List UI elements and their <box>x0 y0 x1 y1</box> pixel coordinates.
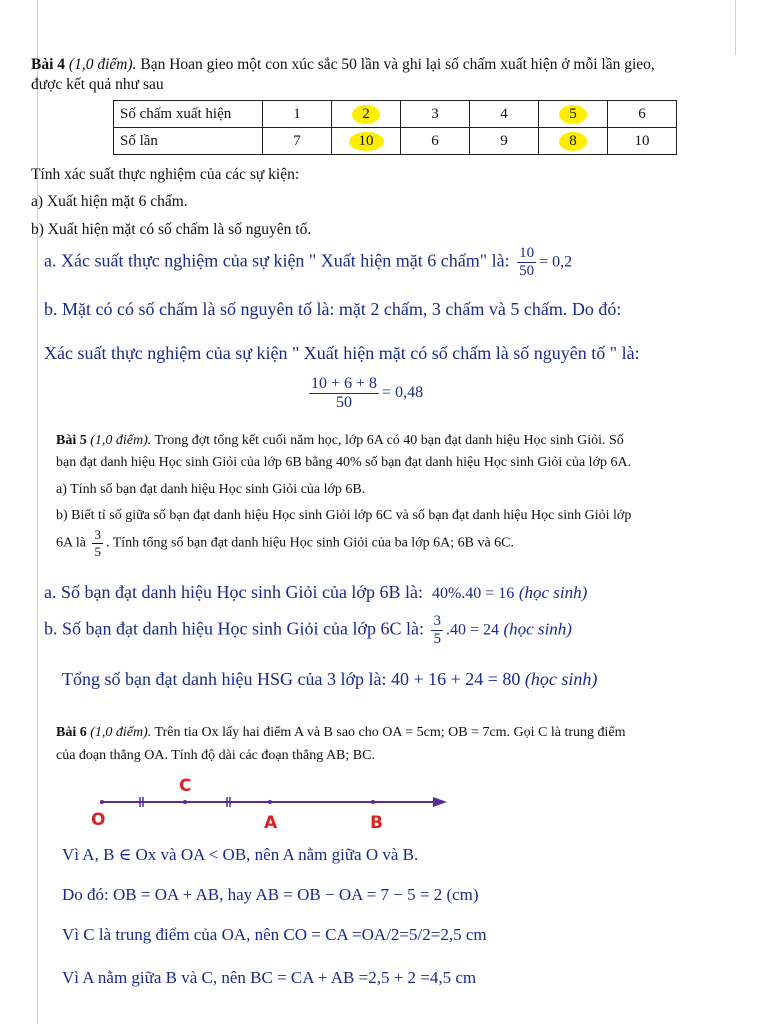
bai6-answer-line3: Vì C là trung điểm của OA, nên CO = CA =OA/2=5/2=2,5 cm <box>62 925 487 944</box>
bai6-answer-line4: Vì A nằm giữa B và C, nên BC = CA + AB =2,5 + 2 =4,5 cm <box>62 968 477 987</box>
bai4-question-a: a) Xuất hiện mặt 6 chấm. <box>31 193 188 210</box>
point-b <box>371 800 375 804</box>
bai5-total: Tổng số bạn đạt danh hiệu HSG của 3 lớp là: 40 + 16 + 24 = 80 (học sinh) <box>62 669 598 689</box>
bai5-statement-cont: bạn đạt danh hiệu Học sinh Giỏi của lớp 6B bằng 40% số bạn đạt danh hiệu Học sinh Giỏi của lớp 6A. <box>56 455 632 470</box>
label-c: C <box>179 776 192 796</box>
highlight-mark: 8 <box>559 132 587 151</box>
table-cell: 3 <box>401 101 470 128</box>
table-cell: 6 <box>608 101 677 128</box>
label-a: A <box>264 813 278 833</box>
row-header: Số chấm xuất hiện <box>114 101 263 128</box>
bai4-question: Tính xác suất thực nghiệm của các sự kiện: <box>31 166 300 183</box>
label-b: B <box>370 813 383 833</box>
table-cell <box>539 128 608 155</box>
left-margin-line <box>37 0 38 1024</box>
bai6-answer-line2: Do đó: OB = OA + AB, hay AB = OB − OA = 7 − 5 = 2 (cm) <box>62 885 479 904</box>
table-cell: 1 <box>263 101 332 128</box>
bai4-answer-b: b. Mặt có có số chấm là số nguyên tố là: mặt 2 chấm, 3 chấm và 5 chấm. Do đó: <box>44 299 622 319</box>
arrow-head <box>433 797 447 807</box>
highlight-mark: 2 <box>352 105 380 124</box>
table-row <box>114 101 677 128</box>
table-row <box>114 128 677 155</box>
table-cell: 9 <box>470 128 539 155</box>
point-c <box>183 800 187 804</box>
bai4-answer-b-formula: $\frac{10 + 6 + 8}{50}$ = 0,48 <box>311 375 424 411</box>
point-a <box>268 800 272 804</box>
bai5-answer-b: b. Số bạn đạt danh hiệu Học sinh Giỏi của lớp 6C là: $\frac{3}{5}$ .40 = 24 (học sinh) <box>44 613 572 647</box>
row-header: Số lần <box>114 128 263 155</box>
table-cell: 10 <box>608 128 677 155</box>
right-margin-line <box>735 0 736 55</box>
dice-table <box>113 100 677 155</box>
bai4-question-b: b) Xuất hiện mặt có số chấm là số nguyên tố. <box>31 221 312 238</box>
bai4-answer-a: a. Xác suất thực nghiệm của sự kiện " Xuất hiện mặt 6 chấm" là: $\frac{10}{50}$ = 0,2 <box>44 245 573 279</box>
highlight-mark: 5 <box>559 105 587 124</box>
table-cell: 4 <box>470 101 539 128</box>
bai4-statement: Bài 4 (1,0 điểm). Bạn Hoan gieo một con xúc sắc 50 lần và ghi lại số chấm xuất hiện ở mỗi lần gieo, <box>31 56 655 73</box>
point-o <box>100 800 104 804</box>
table-cell <box>332 128 401 155</box>
bai5-question-a: a) Tính số bạn đạt danh hiệu Học sinh Giỏi của lớp 6B. <box>56 482 366 497</box>
bai5-question-b: b) Biết tỉ số giữa số bạn đạt danh hiệu Học sinh Giỏi lớp 6C và số bạn đạt danh hiệu Học sinh Giỏi lớp <box>56 508 632 523</box>
table-cell: 6 <box>401 128 470 155</box>
bai5-statement: Bài 5 (1,0 điểm). Trong đợt tổng kết cuối năm học, lớp 6A có 40 bạn đạt danh hiệu Học sinh Giỏi. Số <box>56 433 624 448</box>
bai6-answer-line1: Vì A, B ∈ Ox và OA < OB, nên A nằm giữa O và B. <box>62 845 419 864</box>
table-cell: 7 <box>263 128 332 155</box>
bai4-answer-b2: Xác suất thực nghiệm của sự kiện " Xuất hiện mặt có số chấm là số nguyên tố " là: <box>44 343 640 363</box>
bai6-statement-cont: của đoạn thẳng OA. Tính độ dài các đoạn thẳng AB; BC. <box>56 748 375 763</box>
table-cell <box>332 101 401 128</box>
table-cell <box>539 101 608 128</box>
label-o: O <box>91 810 106 830</box>
bai5-answer-a: a. Số bạn đạt danh hiệu Học sinh Giỏi của lớp 6B là: 40%.40 = 16 (học sinh) <box>44 582 588 602</box>
bai4-statement-cont: được kết quả như sau <box>31 76 164 93</box>
bai6-statement: Bài 6 (1,0 điểm). Trên tia Ox lấy hai điểm A và B sao cho OA = 5cm; OB = 7cm. Gọi C là trung điểm <box>56 725 626 740</box>
bai5-question-b-cont: 6A là $\frac{3}{5}$ . Tính tổng số bạn đạt danh hiệu Học sinh Giỏi của ba lớp 6A; 6B và 6C. <box>56 527 514 559</box>
highlight-mark: 10 <box>349 132 384 151</box>
